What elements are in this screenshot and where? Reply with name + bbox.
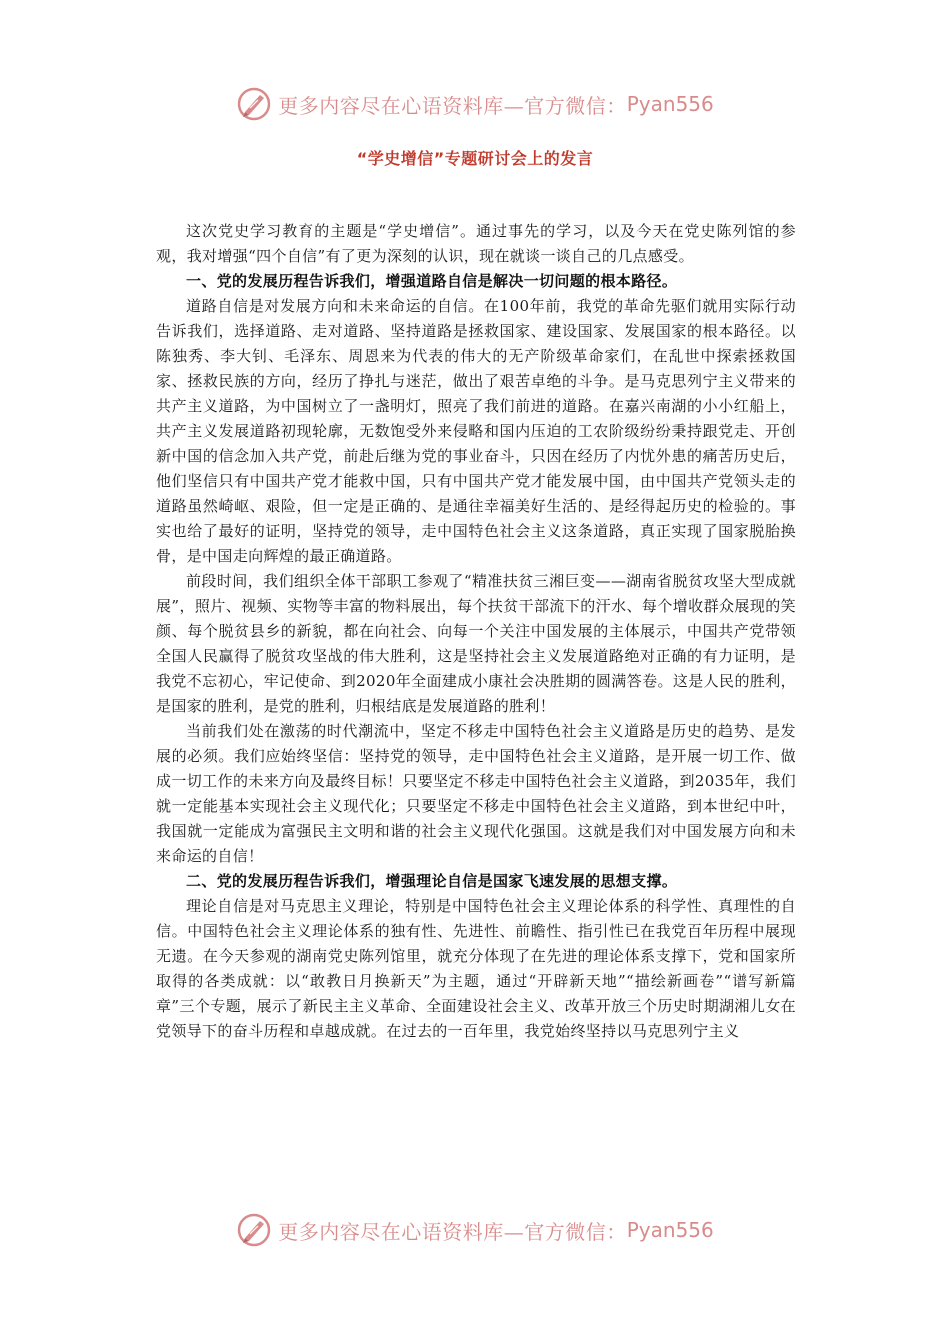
watermark-wechat-id: Pyan556 (626, 1218, 714, 1242)
watermark-banner-top (0, 84, 950, 124)
watermark-text: 更多内容尽在心语资料库—官方微信： (278, 1219, 627, 1244)
paragraph: 道路自信是对发展方向和未来命运的自信。在100年前，我党的革命先驱们就用实际行动告诉我们，选择道路、走对道路、坚持道路是拯救国家、建设国家、发展国家的根本路径。以陈独秀、李大钊、毛泽东、周恩来为代表的伟大的无产阶级革命家们，在乱世中探索拯救国家、拯救民族的方向，经历了挣扎与迷茫，做出了艰苦卓绝的斗争。是马克思列宁主义带来的共产主义道路，为中国树立了一盏明灯，照亮了我们前进的道路。在嘉兴南湖的小小红船上，共产主义发展道路初现轮廓，无数饱受外来侵略和国内压迫的工农阶级纷纷秉持跟党走、开创新中国的信念加入共产党，前赴后继为党的事业奋斗，只因在经历了内忧外患的痛苦历史后，他们坚信只有中国共产党才能救中国，只有中国共产党才能发展中国，由中国共产党领头走的道路虽然崎岖、艰险，但一定是正确的、是通往幸福美好生活的、是经得起历史的检验的。事实也给了最好的证明，坚持党的领导，走中国特色社会主义这条道路，真正实现了国家脱胎换骨，是中国走向辉煌的最正确道路。 (156, 297, 796, 565)
pen-logo-icon (236, 1212, 272, 1248)
watermark-banner-bottom (0, 1210, 950, 1250)
watermark-wechat-id: Pyan556 (626, 92, 714, 116)
paragraph-intro: 这次党史学习教育的主题是“学史增信”。通过事先的学习，以及今天在党史陈列馆的参观，我对增强“四个自信”有了更为深刻的认识，现在就谈一谈自己的几点感受。 (156, 222, 796, 265)
watermark-text: 更多内容尽在心语资料库—官方微信： (278, 93, 627, 118)
paragraph: 当前我们处在激荡的时代潮流中，坚定不移走中国特色社会主义道路是历史的趋势、是发展的必须。我们应始终坚信：坚持党的领导，走中国特色社会主义道路，是开展一切工作、做成一切工作的未来方向及最终目标！只要坚定不移走中国特色社会主义道路，到2035年，我们就一定能基本实现社会主义现代化；只要坚定不移走中国特色社会主义道路，到本世纪中叶，我国就一定能成为富强民主文明和谐的社会主义现代化强国。这就是我们对中国发展方向和未来命运的自信！ (156, 722, 796, 865)
section-heading-1: 一、党的发展历程告诉我们，增强道路自信是解决一切问题的根本路径。 (186, 272, 678, 290)
pen-logo-icon (236, 86, 272, 122)
document-body (156, 219, 796, 1044)
document-title: “学史增信”专题研讨会上的发言 (356, 149, 594, 168)
section-heading-2: 二、党的发展历程告诉我们，增强理论自信是国家飞速发展的思想支撑。 (186, 872, 678, 890)
paragraph: 理论自信是对马克思主义理论，特别是中国特色社会主义理论体系的科学性、真理性的自信。中国特色社会主义理论体系的独有性、先进性、前瞻性、指引性已在我党百年历程中展现无遗。在今天参观的湖南党史陈列馆里，就充分体现了在先进的理论体系支撑下，党和国家所取得的各类成就：以“敢教日月换新天”为主题，通过“开辟新天地”“描绘新画卷”“谱写新篇章”三个专题，展示了新民主主义革命、全面建设社会主义、改革开放三个历史时期湖湘儿女在党领导下的奋斗历程和卓越成就。在过去的一百年里，我党始终坚持以马克思列宁主义 (156, 897, 796, 1040)
paragraph: 前段时间，我们组织全体干部职工参观了“精准扶贫三湘巨变——湖南省脱贫攻坚大型成就展”，照片、视频、实物等丰富的物料展出，每个扶贫干部流下的汗水、每个增收群众展现的笑颜、每个脱贫县乡的新貌，都在向社会、向每一个关注中国发展的主体展示，中国共产党带领全国人民赢得了脱贫攻坚战的伟大胜利，这是坚持社会主义发展道路绝对正确的有力证明，是我党不忘初心，牢记使命、到2020年全面建成小康社会决胜期的圆满答卷。这是人民的胜利，是国家的胜利，是党的胜利，归根结底是发展道路的胜利！ (156, 572, 796, 715)
